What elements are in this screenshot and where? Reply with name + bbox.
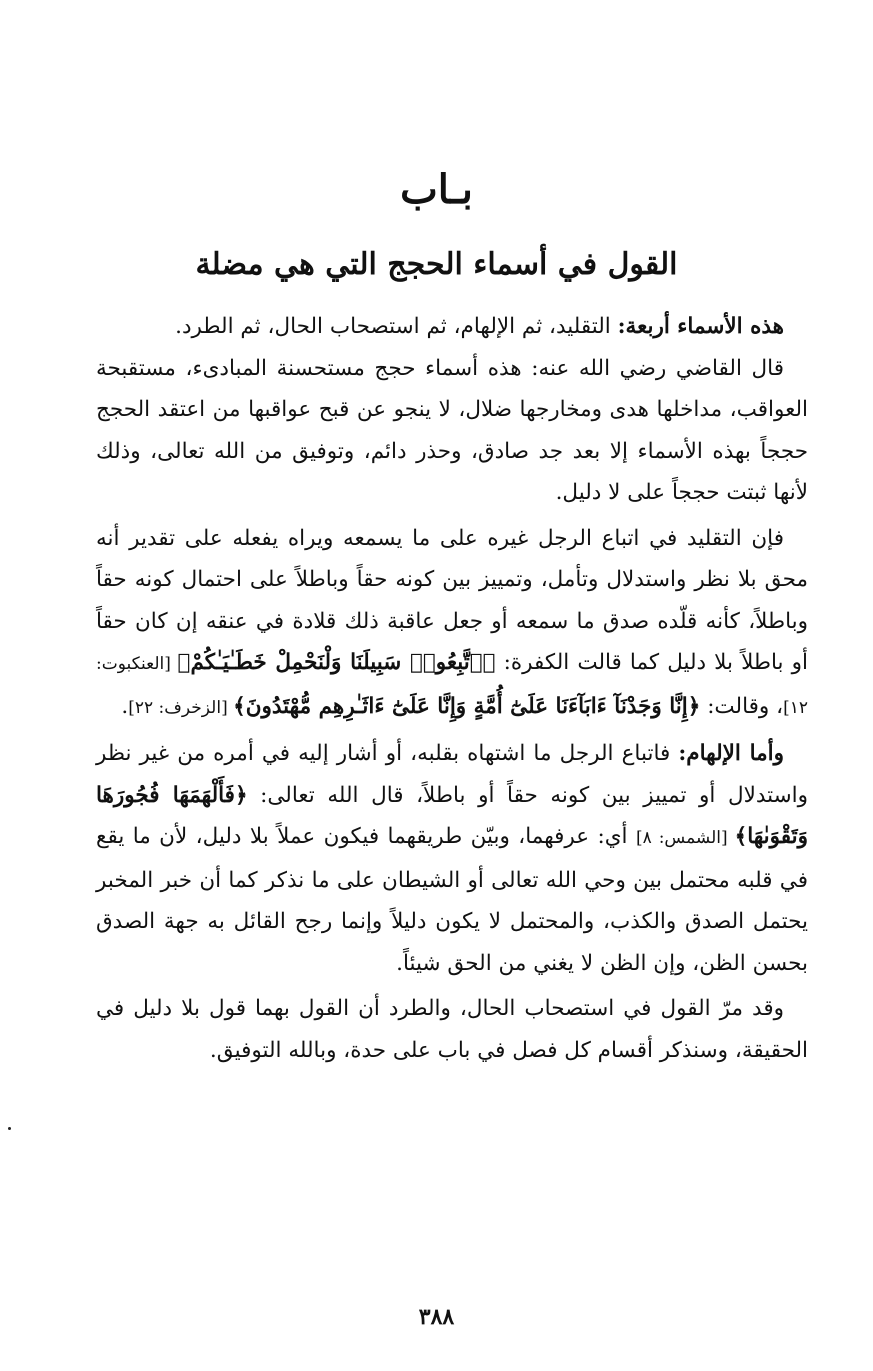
page-number: ٣٨٨	[418, 1304, 455, 1330]
paragraph-5	[96, 988, 808, 1071]
chapter-heading: بـاب	[400, 166, 473, 213]
paragraph-text: ، وقالت:	[700, 693, 784, 719]
paragraph-text: التقليد، ثم الإلهام، ثم استصحاب الحال، ثم الطرد.	[175, 314, 618, 339]
paragraph-1	[96, 306, 808, 348]
body-text	[96, 306, 808, 1075]
paragraph-text: وقد مرّ القول في استصحاب الحال، والطرد أن القول بهما قول بلا دليل في الحقيقة، وسنذكر أقسام كل فصل في باب على حدة، وبالله التوفيق.	[96, 996, 808, 1063]
paragraph-4	[96, 733, 808, 984]
paragraph-3	[96, 518, 808, 730]
paragraph-text: قال القاضي رضي الله عنه: هذه أسماء حجج مستحسنة المبادىء، مستقبحة العواقب، مداخلها هدى ومخارجها ضلال، لا ينجو عن قبح عواقبها من اعتقد الحجج حججاً بهذه الأسماء إلا بعد جد صادق، وحذر دائم، وتوفيق من الله تعالى، وذلك لأنها ثبتت حججاً على لا دليل.	[96, 355, 808, 505]
verse-reference: [العنكبوت: ١٢]	[96, 654, 808, 718]
lead-term: وأما الإلهام:	[678, 741, 784, 766]
paragraph-text: فإن التقليد في اتباع الرجل غيره على ما يسمعه ويراه يفعله على تقدير أنه محق بلا نظر واستدلال وتأمل، وتمييز بين كونه حقاً وباطلاً على احتمال كونه حقاً وباطلاً، كأنه قلّده صدق ما سمعه أو جعل عاقبة ذلك قلادة في عنقه إن كان حقاً أو باطلاً بلا دليل كما قالت الكفرة:	[96, 525, 808, 675]
paragraph-text: .	[121, 693, 129, 719]
quran-verse: ﴿ٱتَّبِعُوا۟ سَبِيلَنَا وَلْنَحْمِلْ خَطَـٰيَـٰكُمْ﴾	[177, 650, 496, 675]
quran-verse: ﴿فَأَلْهَمَهَا فُجُورَهَا وَتَقْوَىٰهَا﴾	[96, 782, 809, 849]
quran-verse: ﴿إِنَّا وَجَدْنَآ ءَابَآءَنَا عَلَىٰٓ أُمَّةٍ وَإِنَّا عَلَىٰٓ ءَاثَـٰرِهِم مُّهْتَدُونَ﴾	[233, 693, 701, 719]
paragraph-text: فاتباع الرجل ما اشتهاه بقلبه، أو أشار إليه في أمره من غير نظر واستدلال أو تمييز بين كونه حقاً أو باطلاً، قال الله تعالى:	[96, 741, 808, 808]
verse-reference: [الزخرف: ٢٢]	[128, 697, 234, 718]
lead-term: هذه الأسماء أربعة:	[617, 314, 784, 339]
paragraph-text: أي: عرفهما، وبيّن طريقهما فيكون عملاً بلا دليل، لأن ما يقع في قلبه محتمل بين وحي الله تعالى أو الشيطان على ما نذكر كما أن خبر المخبر يحتمل الصدق والكذب، والمحتمل لا يكون دليلاً وإنما رجح القائل به جهة الصدق بحسن الظن، وإن الظن لا يغني من الحق شيئاً.	[96, 824, 808, 976]
scan-speck	[8, 1127, 11, 1130]
paragraph-2	[96, 348, 808, 514]
verse-reference: [الشمس: ٨]	[635, 828, 735, 848]
section-title: القول في أسماء الحجج التي هي مضلة	[195, 247, 678, 282]
